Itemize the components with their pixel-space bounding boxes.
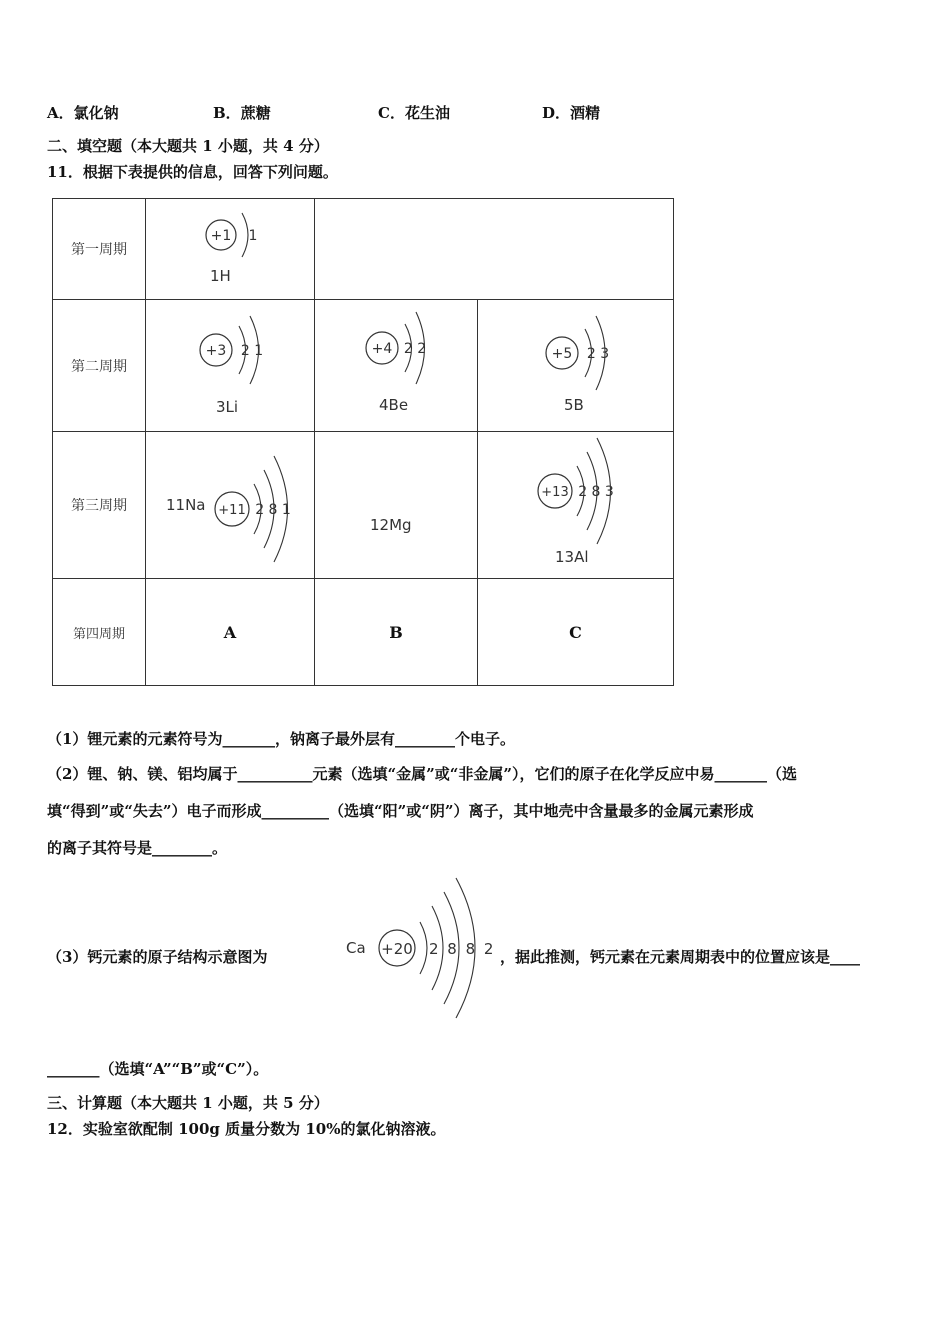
cell-be (315, 300, 478, 432)
section-2-heading: 二、填空题（本大题共 1 小题，共 4 分） (47, 137, 329, 155)
period-4-label: 第四周期 (53, 579, 146, 686)
mg-symbol: 12Mg (370, 516, 412, 534)
sub-question-1: （1）锂元素的元素符号为_______，钠离子最外层有________个电子。 (47, 730, 515, 748)
be-nucleus: +4 (371, 341, 393, 357)
ca-shells: 2 8 8 2 (429, 940, 496, 958)
na-nucleus: +11 (218, 503, 246, 518)
cell-na (146, 432, 315, 579)
na-shells: 2 8 1 (255, 502, 291, 518)
ca-nucleus: +20 (381, 940, 413, 958)
option-c: C．花生油 (378, 104, 450, 122)
cell-mg (315, 432, 478, 579)
b-shells: 2 3 (586, 346, 610, 362)
period-3-label: 第三周期 (53, 432, 146, 579)
na-atom-diagram (146, 432, 314, 578)
h-nucleus: +1 (210, 228, 232, 244)
na-symbol: 11Na (166, 496, 206, 514)
b-nucleus: +5 (551, 346, 573, 362)
sub-question-3-part-1: （3）钙元素的原子结构示意图为 (47, 948, 268, 966)
question-11-stem: 11．根据下表提供的信息，回答下列问题。 (47, 163, 338, 181)
option-d: D．酒精 (542, 104, 601, 122)
h-shells: 1 (248, 228, 258, 244)
al-symbol: 13Al (555, 548, 589, 566)
li-nucleus: +3 (205, 343, 227, 359)
periodic-table (52, 198, 674, 686)
cell-c: C (478, 579, 674, 686)
ca-atom-diagram (340, 874, 500, 1022)
be-shells: 2 2 (403, 341, 427, 357)
li-shells: 2 1 (240, 343, 264, 359)
cell-b-position: B (315, 579, 478, 686)
sub-question-3-part-3: _______（选填“A”“B”或“C”）。 (47, 1060, 269, 1078)
al-nucleus: +13 (541, 485, 569, 500)
sub-question-2-line-3: 的离子其符号是________。 (47, 839, 228, 857)
question-12-stem: 12．实验室欲配制 100g 质量分数为 10%的氯化钠溶液。 (47, 1120, 446, 1138)
ca-symbol: Ca (346, 939, 366, 957)
period-2-label: 第二周期 (53, 300, 146, 432)
period-1-label: 第一周期 (53, 199, 146, 300)
sub-question-3-part-2: ，据此推测，钙元素在元素周期表中的位置应该是____ (500, 948, 861, 966)
sub-question-2-line-1: （2）锂、钠、镁、铝均属于__________元素（选填“金属”或“非金属”），它们的原子在化学反应中易_______（选 (47, 765, 797, 783)
option-a: A．氯化钠 (47, 104, 119, 122)
cell-al (478, 432, 674, 579)
cell-a: A (146, 579, 315, 686)
cell-h (146, 199, 315, 300)
option-b: B．蔗糖 (213, 104, 271, 122)
cell-li (146, 300, 315, 432)
li-symbol: 3Li (216, 398, 239, 416)
cell-b (478, 300, 674, 432)
cell-empty (315, 199, 674, 300)
section-3-heading: 三、计算题（本大题共 1 小题，共 5 分） (47, 1094, 329, 1112)
be-symbol: 4Be (379, 396, 409, 414)
sub-question-2-line-2: 填“得到”或“失去”）电子而形成_________（选填“阳”或“阴”）离子，其中地壳中含量最多的金属元素形成 (47, 802, 754, 820)
al-shells: 2 8 3 (578, 484, 614, 500)
b-symbol: 5B (564, 396, 584, 414)
h-symbol: 1H (210, 267, 231, 285)
